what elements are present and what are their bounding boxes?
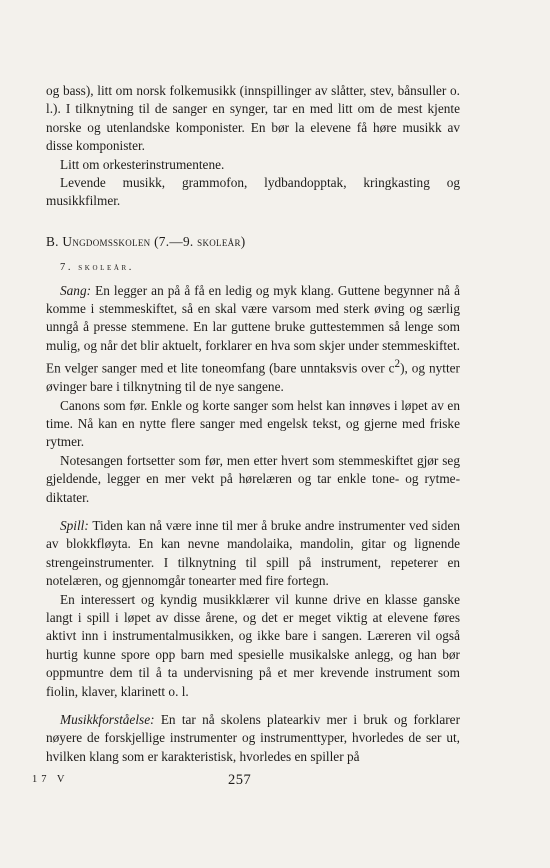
section-heading [46, 233, 460, 251]
paragraph-sang-intro [46, 282, 460, 397]
page-number: 257 [228, 772, 252, 788]
sang-text: En legger an på å få en ledig og myk klang. Guttene begynner nå å komme i stemmeskiftet, så en skal være varsom med sterk øving og særlig unngå å presse stemmene. En lar guttene bruke guttestemmen så lenge som mulig, og når det blir aktuelt, forklarer en hva som skjer under stemmeskiftet. En velger sanger med et lite toneomfang (bare unntaksvis over c [46, 282, 460, 376]
top-text-block [46, 82, 460, 766]
spill-text: Tiden kan nå være inne til mer å bruke andre instrumenter ved siden av blokkfløyta. En kan nevne mandolaika, mandolin, gitar og lignende strengeinstrumenter. I tilknytning til spill på instrument, repeterer en notelæren, og gjennomgår tonearter med fire fortegn. [46, 517, 461, 589]
spill-label: Spill: [60, 517, 89, 533]
paragraph-spill-intro [46, 517, 460, 591]
section-letter: B. [46, 233, 59, 249]
sang-superscript: 2 [394, 358, 401, 371]
paragraph-canons: Canons som før. Enkle og korte sanger som helst kan innøves i løpet av en time. Nå kan en nytte flere sanger med engelsk tekst, og gjerne med friske rytmer. [46, 397, 460, 450]
subsection-heading: 7. skoleår. [60, 262, 135, 274]
sang-label: Sang: [60, 282, 92, 298]
paragraph-notesang: Notesangen fortsetter som før, men etter hvert som stemmeskiftet gjør seg gjeldende, legger en mer vekt på hørelæren og tar enkle tone- og rytme-diktater. [46, 452, 460, 505]
section-range: (7.—9. skoleår) [154, 233, 246, 249]
paragraph-levende-musikk: Levende musikk, grammofon, lydbandopptak, kringkasting og musikkfilmer. [46, 175, 460, 209]
section-title: Ungdomsskolen [62, 233, 151, 249]
sang-text-end: ), og nytter øvinger bare i tilknytning til de nye sangene. [46, 360, 460, 395]
paragraph-folkemusikk: og bass), litt om norsk folkemusikk (innspillinger av slåtter, stev, bånsuller o. l.). I tilknytning til de sanger en synger, tar en med litt om de mest kjente norske og utenlandske komponister. En bør la elevene få høre musikk av disse komponister. [46, 83, 460, 154]
musikkforstaelse-label: Musikkforståelse: [60, 712, 155, 728]
paragraph-musikkforstaelse [46, 711, 460, 766]
paragraph-orkester: Litt om orkesterinstrumentene. [60, 156, 225, 172]
musikkforstaelse-text: En tar nå skolens platearkiv mer i bruk og forklarer nøyere de forskjellige instrumenter og instrumenttyper, hvorledes de ser ut, hvilken klang som er karakteristisk, hvorledes en spiller på [46, 712, 461, 764]
printer-signature: 17 V [32, 774, 69, 785]
paragraph-musikklaerer: En interessert og kyndig musikklærer vil kunne drive en klasse ganske langt i spill i løpet av disse årene, og det er meget viktig at elevene føres aktivt inn i instrumentalmusikken, og ikke bare i sangen. Læreren vil også hurtig kunne spore opp barn med spesielle musikalske anlegg, og han bør oppmuntre dem til å ta undervisning på et mer krevende instrument som fiolin, klaver, klarinett o. l. [46, 591, 460, 699]
